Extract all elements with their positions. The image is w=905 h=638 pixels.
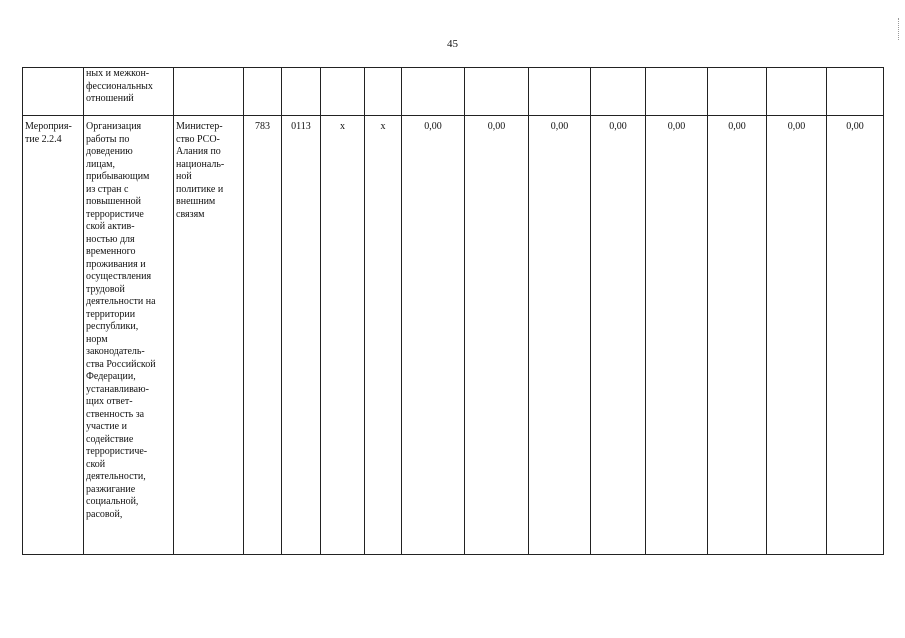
scan-artifact xyxy=(898,18,901,40)
cell-empty xyxy=(827,68,884,116)
cell-executor: Министер- ство РСО- Алания по националь- ной политике и внешним связям xyxy=(174,116,244,555)
cell-empty xyxy=(244,68,282,116)
cell-empty xyxy=(402,68,465,116)
cell-rzpr-code: 0113 xyxy=(282,116,321,555)
cell-value-3: 0,00 xyxy=(529,116,591,555)
cell-empty xyxy=(529,68,591,116)
budget-table xyxy=(22,67,884,555)
cell-empty xyxy=(365,68,402,116)
cell-value-4: 0,00 xyxy=(591,116,646,555)
cell-grbs-code: 783 xyxy=(244,116,282,555)
cell-empty xyxy=(321,68,365,116)
cell-value-7: 0,00 xyxy=(767,116,827,555)
cell-event-name xyxy=(23,68,84,116)
cell-value-8: 0,00 xyxy=(827,116,884,555)
cell-empty xyxy=(767,68,827,116)
cell-value-5: 0,00 xyxy=(646,116,708,555)
table-row-continuation xyxy=(23,68,884,116)
cell-vr-code: х xyxy=(365,116,402,555)
page-number: 45 xyxy=(447,38,458,50)
cell-value-2: 0,00 xyxy=(465,116,529,555)
cell-csr-code: х xyxy=(321,116,365,555)
cell-empty xyxy=(465,68,529,116)
cell-value-6: 0,00 xyxy=(708,116,767,555)
cell-empty xyxy=(174,68,244,116)
cell-description: Организация работы по доведению лицам, прибывающим из стран с повышенной террористиче ской актив- ностью для временного проживания и осуществления трудовой деятельности на территории республики, норм законодатель- ства Российской Федерации, устанавливаю- щих ответ- ственность за участие и содействие террористиче- ской деятельности, разжигание социальной, расовой, xyxy=(84,116,174,555)
cell-description-continued: ных и межкон- фессиональных отношений xyxy=(84,68,174,116)
cell-empty xyxy=(282,68,321,116)
table-row-event-2-2-4 xyxy=(23,116,884,555)
cell-empty xyxy=(591,68,646,116)
cell-empty xyxy=(708,68,767,116)
cell-value-1: 0,00 xyxy=(402,116,465,555)
cell-event-name: Мероприя- тие 2.2.4 xyxy=(23,116,84,555)
cell-empty xyxy=(646,68,708,116)
